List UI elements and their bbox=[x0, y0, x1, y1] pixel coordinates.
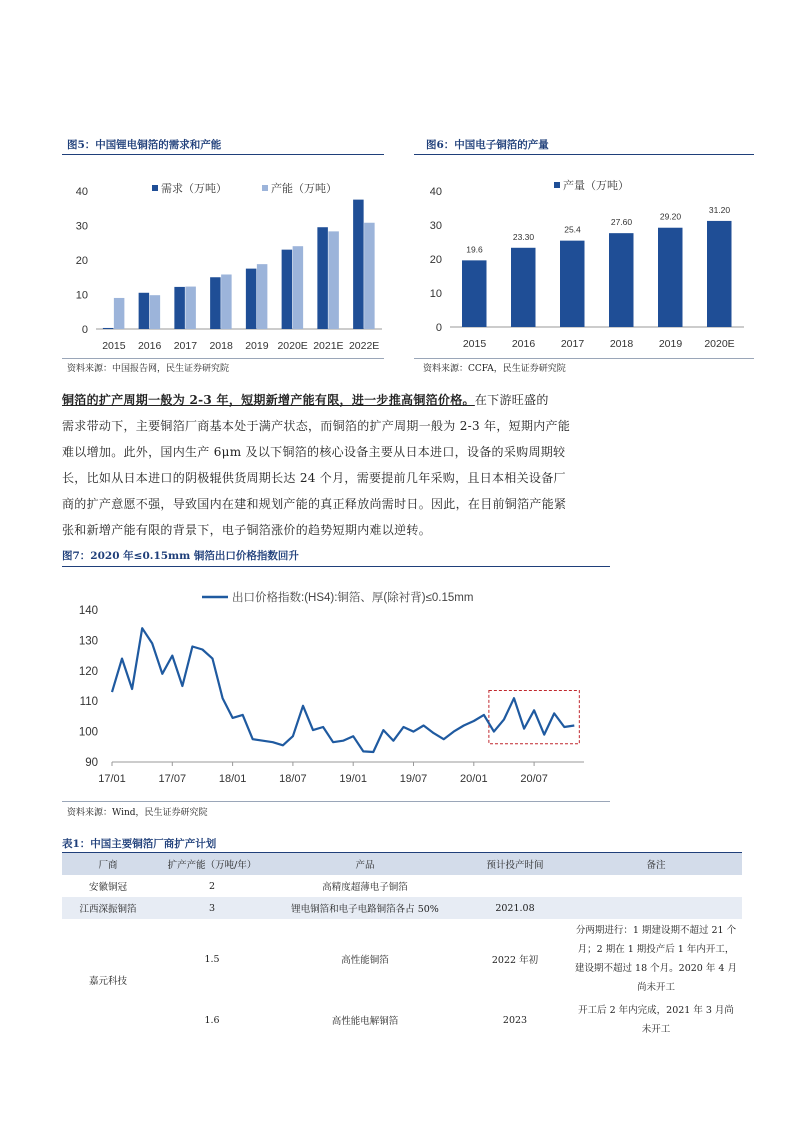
y-tick-label: 100 bbox=[78, 726, 98, 739]
x-tick-label: 2018 bbox=[209, 340, 233, 352]
cell-product: 高性能电解铜箔 bbox=[331, 1016, 399, 1027]
cell-time: 2022 年初 bbox=[491, 955, 539, 966]
paragraph-line-text: 在下游旺盛的 bbox=[474, 393, 549, 407]
x-tick-label: 17/07 bbox=[158, 773, 187, 785]
x-tick-label: 2020E bbox=[277, 340, 308, 352]
fig5-source-rule bbox=[62, 358, 384, 359]
bar bbox=[150, 295, 161, 329]
fig7-source-rule bbox=[62, 801, 610, 802]
fig5-title: 图5：中国锂电铜箔的需求和产能 bbox=[67, 139, 222, 151]
fig7-title: 图7：2020 年≤0.15mm 铜箔出口价格指数回升 bbox=[62, 550, 299, 562]
bar bbox=[560, 241, 585, 327]
cell-note bbox=[570, 875, 742, 897]
legend-swatch bbox=[152, 185, 158, 191]
cell-note bbox=[570, 897, 742, 919]
expansion-table bbox=[62, 852, 742, 1041]
x-tick-label: 2016 bbox=[137, 340, 162, 352]
cell-time bbox=[460, 875, 570, 897]
fig6-chart bbox=[414, 158, 754, 358]
bar bbox=[139, 293, 150, 329]
x-tick-label: 2019 bbox=[245, 340, 269, 352]
table-header-row bbox=[62, 853, 742, 876]
data-label: 25.4 bbox=[564, 224, 581, 235]
x-tick-label: 19/07 bbox=[399, 773, 428, 785]
legend-swatch bbox=[262, 185, 268, 191]
highlight-box bbox=[489, 691, 579, 744]
x-tick-label: 20/01 bbox=[460, 773, 488, 785]
fig6-source-rule bbox=[414, 358, 754, 359]
bar bbox=[103, 328, 114, 329]
cell-company: 嘉元科技 bbox=[88, 976, 127, 987]
bar bbox=[293, 246, 304, 329]
bar bbox=[328, 231, 339, 329]
cell-time: 2023 bbox=[502, 1014, 528, 1026]
body-paragraph bbox=[62, 387, 732, 543]
y-tick-label: 20 bbox=[75, 255, 88, 267]
bar bbox=[282, 250, 293, 329]
y-tick-label: 140 bbox=[78, 605, 98, 617]
bar bbox=[364, 223, 375, 329]
table-row bbox=[62, 919, 742, 999]
bar bbox=[707, 221, 732, 327]
y-tick-label: 30 bbox=[429, 220, 442, 232]
bar bbox=[174, 287, 185, 329]
legend-label: 需求（万吨） bbox=[161, 183, 227, 195]
table-row bbox=[62, 999, 742, 1041]
bar bbox=[221, 274, 232, 329]
bar bbox=[185, 287, 196, 329]
legend-label: 出口价格指数:(HS4):铜箔、厚(除衬背)≤0.15mm bbox=[232, 592, 474, 604]
bar bbox=[114, 298, 125, 329]
paragraph-line-5: 商的扩产意愿不强，导致国内在建和规划产能的真正释放尚需时日。因此，在目前铜箔产能紧 bbox=[62, 497, 567, 511]
bar bbox=[257, 264, 268, 329]
y-tick-label: 20 bbox=[429, 254, 442, 266]
data-label: 29.20 bbox=[659, 211, 682, 222]
cell-company: 江西深振铜箔 bbox=[62, 897, 154, 919]
paragraph-lead: 铜箔的扩产周期一般为 2-3 年，短期新增产能有限，进一步推高铜箔价格。 bbox=[62, 393, 475, 407]
y-tick-label: 40 bbox=[429, 186, 442, 198]
cell-product: 锂电铜箔和电子电路铜箔各占 50% bbox=[270, 897, 460, 919]
cell-time: 2021.08 bbox=[460, 897, 570, 919]
bar bbox=[246, 269, 257, 329]
x-tick-label: 2017 bbox=[560, 338, 585, 350]
x-tick-label: 2018 bbox=[609, 338, 634, 350]
bar bbox=[609, 233, 634, 327]
paragraph-line-3: 难以增加。此外，国内生产 6μm 及以下铜箔的核心设备主要从日本进口，设备的采购周期较 bbox=[62, 445, 566, 459]
y-tick-label: 10 bbox=[429, 288, 442, 300]
legend-swatch bbox=[554, 182, 560, 188]
y-tick-label: 110 bbox=[79, 696, 98, 709]
data-label: 23.30 bbox=[512, 231, 535, 242]
x-tick-label: 18/07 bbox=[279, 773, 307, 785]
header-product: 产品 bbox=[270, 853, 460, 876]
fig6-source: 资料来源：CCFA，民生证券研究院 bbox=[423, 364, 566, 374]
fig5-title-rule bbox=[62, 154, 384, 155]
bar bbox=[210, 277, 221, 329]
x-tick-label: 17/01 bbox=[98, 773, 126, 785]
fig6-title: 图6：中国电子铜箔的产量 bbox=[426, 139, 549, 151]
bar bbox=[511, 248, 536, 327]
bar bbox=[658, 228, 683, 327]
paragraph-line-2: 需求带动下，主要铜箔厂商基本处于满产状态，而铜箔的扩产周期一般为 2-3 年，短期内产能 bbox=[62, 419, 571, 433]
legend-label: 产量（万吨） bbox=[563, 180, 629, 192]
x-tick-label: 2016 bbox=[511, 338, 536, 350]
fig7-chart bbox=[62, 572, 612, 800]
cell-capacity: 2 bbox=[208, 880, 216, 892]
table-row bbox=[62, 875, 742, 897]
y-tick-label: 30 bbox=[75, 220, 88, 233]
fig7-source: 资料来源：Wind，民生证券研究院 bbox=[67, 808, 208, 818]
y-tick-label: 130 bbox=[78, 635, 98, 648]
bar bbox=[353, 200, 364, 329]
x-tick-label: 20/07 bbox=[520, 773, 548, 785]
x-tick-label: 2020E bbox=[704, 338, 735, 350]
table1-title: 表1：中国主要铜箔厂商扩产计划 bbox=[62, 838, 217, 850]
legend-label: 产能（万吨） bbox=[271, 183, 337, 195]
fig6-title-rule bbox=[414, 154, 754, 155]
fig5-chart bbox=[62, 158, 386, 358]
x-tick-label: 19/01 bbox=[339, 773, 367, 785]
header-capacity: 扩产产能（万吨/年） bbox=[154, 853, 270, 876]
data-label: 19.6 bbox=[466, 244, 483, 255]
x-tick-label: 2021E bbox=[313, 340, 344, 352]
y-tick-label: 40 bbox=[75, 186, 88, 198]
fig7-title-rule bbox=[62, 566, 610, 567]
cell-capacity: 1.6 bbox=[204, 1014, 220, 1026]
cell-capacity: 1.5 bbox=[204, 953, 220, 965]
y-tick-label: 10 bbox=[75, 289, 88, 302]
fig5-source: 资料来源：中国报告网，民生证券研究院 bbox=[67, 364, 230, 374]
paragraph-line-6: 张和新增产能有限的背景下，电子铜箔涨价的趋势短期内难以逆转。 bbox=[62, 523, 432, 537]
x-tick-label: 18/01 bbox=[218, 773, 247, 785]
table-row bbox=[62, 897, 742, 919]
x-tick-label: 2019 bbox=[658, 338, 683, 350]
header-note: 备注 bbox=[570, 853, 742, 876]
bar bbox=[462, 260, 487, 327]
header-company: 厂商 bbox=[62, 853, 154, 876]
data-label: 27.60 bbox=[610, 217, 633, 228]
cell-note: 开工后 2 年内完成，2021 年 3 月尚未开工 bbox=[578, 1005, 734, 1035]
cell-note: 分两期进行：1 期建设期不超过 21 个月；2 期在 1 期投产后 1 年内开工，建设期不超过 18 个月。2020 年 4 月尚未开工 bbox=[575, 925, 737, 993]
bar bbox=[317, 227, 328, 329]
y-tick-label: 120 bbox=[78, 665, 98, 678]
data-label: 31.20 bbox=[708, 204, 731, 215]
cell-company: 安徽铜冠 bbox=[88, 882, 127, 893]
y-tick-label: 0 bbox=[435, 322, 442, 334]
x-tick-label: 2017 bbox=[173, 340, 198, 352]
x-tick-label: 2015 bbox=[102, 340, 126, 352]
y-tick-label: 90 bbox=[85, 757, 98, 769]
cell-product: 高精度超薄电子铜箔 bbox=[322, 882, 408, 893]
x-tick-label: 2022E bbox=[348, 340, 380, 352]
cell-capacity: 3 bbox=[154, 897, 270, 919]
y-tick-label: 0 bbox=[81, 324, 88, 336]
paragraph-line-1 bbox=[62, 387, 732, 413]
paragraph-line-4: 长，比如从日本进口的阴极辊供货周期长达 24 个月，需要提前几年采购，且日本相关设备厂 bbox=[62, 471, 566, 485]
header-time: 预计投产时间 bbox=[460, 853, 570, 876]
x-tick-label: 2015 bbox=[462, 338, 487, 350]
cell-product: 高性能铜箔 bbox=[341, 955, 389, 966]
